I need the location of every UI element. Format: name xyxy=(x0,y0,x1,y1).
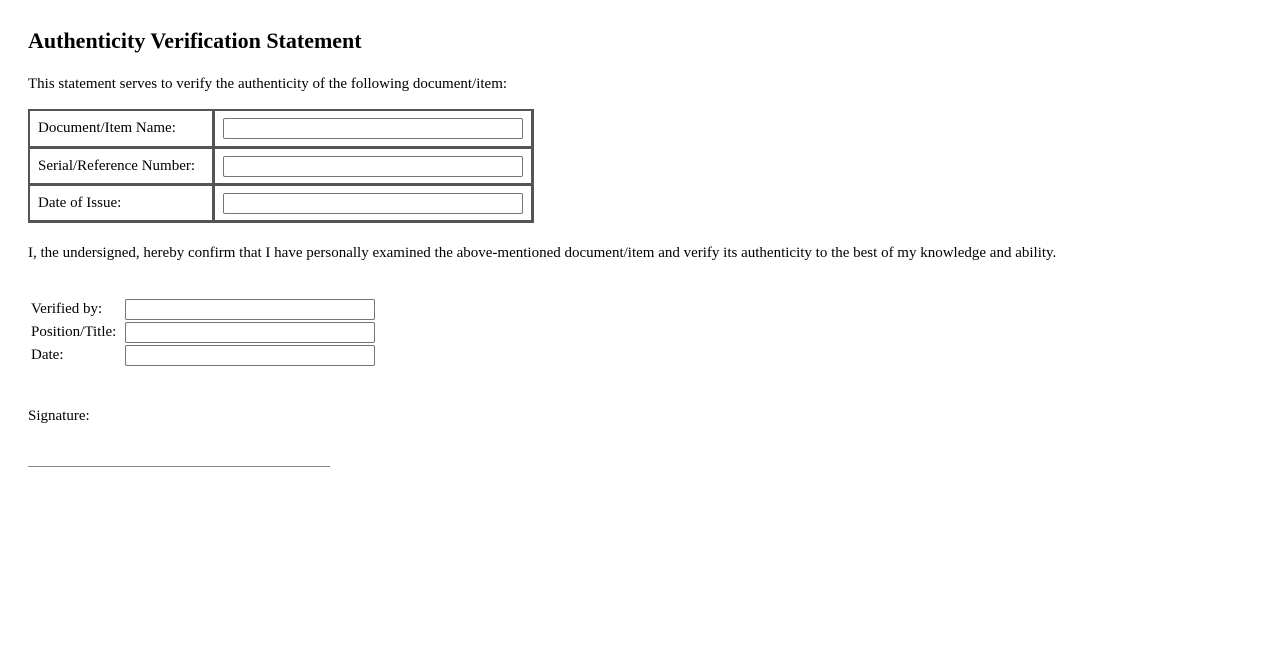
signature-label: Signature: xyxy=(28,408,90,424)
position-title-input[interactable] xyxy=(125,322,375,343)
date-of-issue-label: Date of Issue: xyxy=(29,184,214,221)
serial-number-label: Serial/Reference Number: xyxy=(29,147,214,184)
page-title: Authenticity Verification Statement xyxy=(28,28,362,53)
table-row xyxy=(29,110,532,147)
verification-date-label: Date: xyxy=(31,347,64,363)
verification-table xyxy=(28,297,378,368)
verification-date-input[interactable] xyxy=(125,345,375,366)
confirmation-text: I, the undersigned, hereby confirm that I have personally examined the above-mentioned document/item and verify its authenticity to the best of my knowledge and ability. xyxy=(28,245,1057,261)
table-row xyxy=(30,345,376,366)
verified-by-input[interactable] xyxy=(125,299,375,320)
date-of-issue-input[interactable] xyxy=(223,193,523,214)
table-row xyxy=(29,184,532,221)
document-details-table xyxy=(28,109,534,223)
table-row xyxy=(30,322,376,343)
serial-number-input[interactable] xyxy=(223,156,523,177)
intro-text: This statement serves to verify the authenticity of the following document/item: xyxy=(28,76,508,92)
document-name-input[interactable] xyxy=(223,118,523,139)
signature-line xyxy=(28,466,330,467)
document-name-label: Document/Item Name: xyxy=(29,110,214,147)
table-row xyxy=(30,299,376,320)
position-title-label: Position/Title: xyxy=(31,324,117,340)
table-row xyxy=(29,147,532,184)
verified-by-label: Verified by: xyxy=(31,301,103,317)
